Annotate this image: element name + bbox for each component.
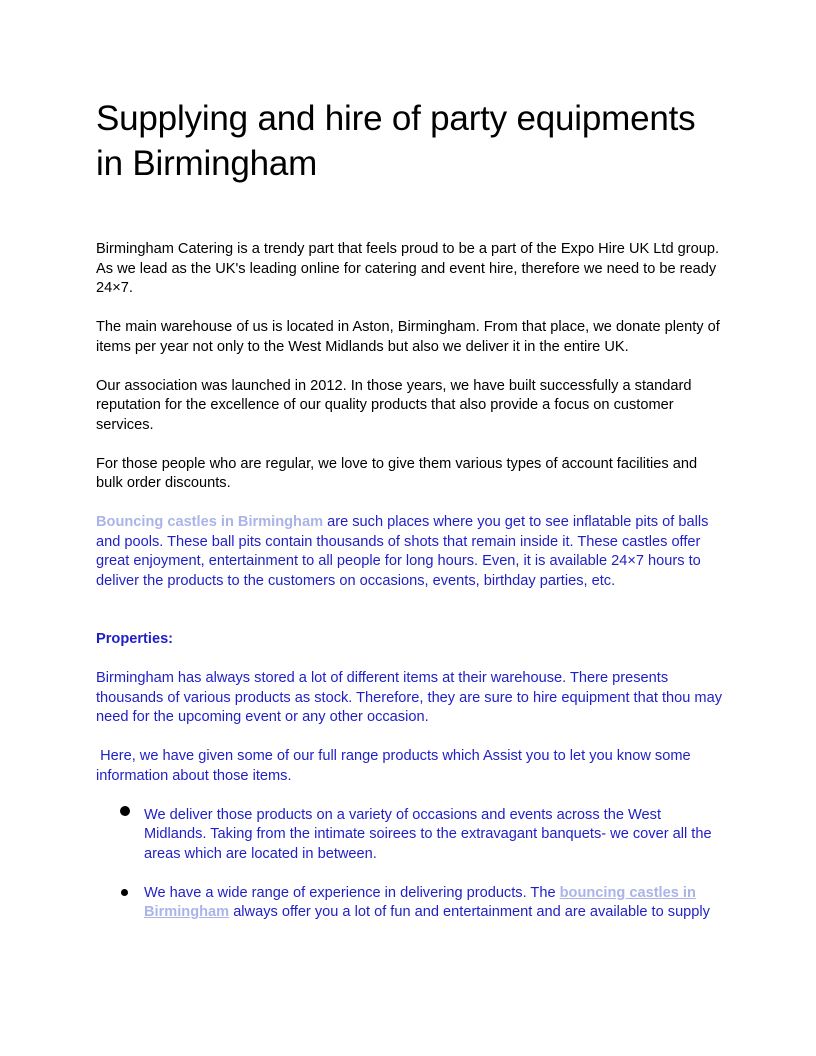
warehouse-paragraph: The main warehouse of us is located in Aston, Birmingham. From that place, we donate plenty of items per year not only to the West Midlands but also we deliver it in the entire UK. (96, 319, 720, 355)
intro-line-1: Birmingham Catering is a trendy part that feels proud to be a part of the Expo Hire UK Ltd group. (96, 241, 719, 257)
regular-customers-paragraph: For those people who are regular, we love to give them various types of account facilities and bulk order discounts. (96, 455, 698, 491)
range-paragraph: Here, we have given some of our full range products which Assist you to let you know some information about those items. (96, 748, 695, 784)
bouncing-castles-paragraph (96, 513, 722, 591)
bullet-icon (120, 806, 130, 816)
bouncing-castles-link-2[interactable]: bouncing castles in Birmingham (144, 884, 696, 920)
association-paragraph: Our association was launched in 2012. In those years, we have built successfully a standard reputation for the excellence of our quality products that also provide a focus on customer services. (96, 377, 692, 433)
bullet-icon (121, 889, 128, 896)
properties-heading: Properties: (96, 631, 174, 647)
bouncing-castles-text: are such places where you get to see inflatable pits of balls and pools. These ball pits contain thousands of shots that remain inside it. These castles offer great enjoyment, entertainment to all people for long hours. Even, it is available 24×7 hours to deliver the products to the customers on occasions, events, birthday parties, etc. (96, 514, 709, 589)
page-title: Supplying and hire of party equipments in Birmingham (96, 99, 696, 183)
intro-paragraph (96, 240, 722, 299)
bullet-text-1: We deliver those products on a variety of occasions and events across the West Midlands. Taking from the intimate soirees to the extravagant banquets- we cover all the areas which are located in between. (144, 806, 712, 862)
list-item (96, 806, 722, 865)
document-page (96, 96, 722, 923)
bullet-text-2-before: We have a wide range of experience in delivering products. The (144, 884, 560, 901)
bullet-text-2-after: always offer you a lot of fun and entertainment and are available to supply (229, 904, 710, 920)
list-item (96, 884, 722, 923)
bouncing-castles-link[interactable]: Bouncing castles in Birmingham (96, 514, 324, 530)
properties-paragraph: Birmingham has always stored a lot of different items at their warehouse. There presents thousands of various products as stock. Therefore, they are sure to hire equipment that thou may need for the upcoming event or any other occasion. (96, 670, 722, 725)
intro-line-2: As we lead as the UK's leading online for catering and event hire, therefore we need to be ready 24×7. (96, 260, 717, 296)
bullet-list (96, 806, 722, 923)
